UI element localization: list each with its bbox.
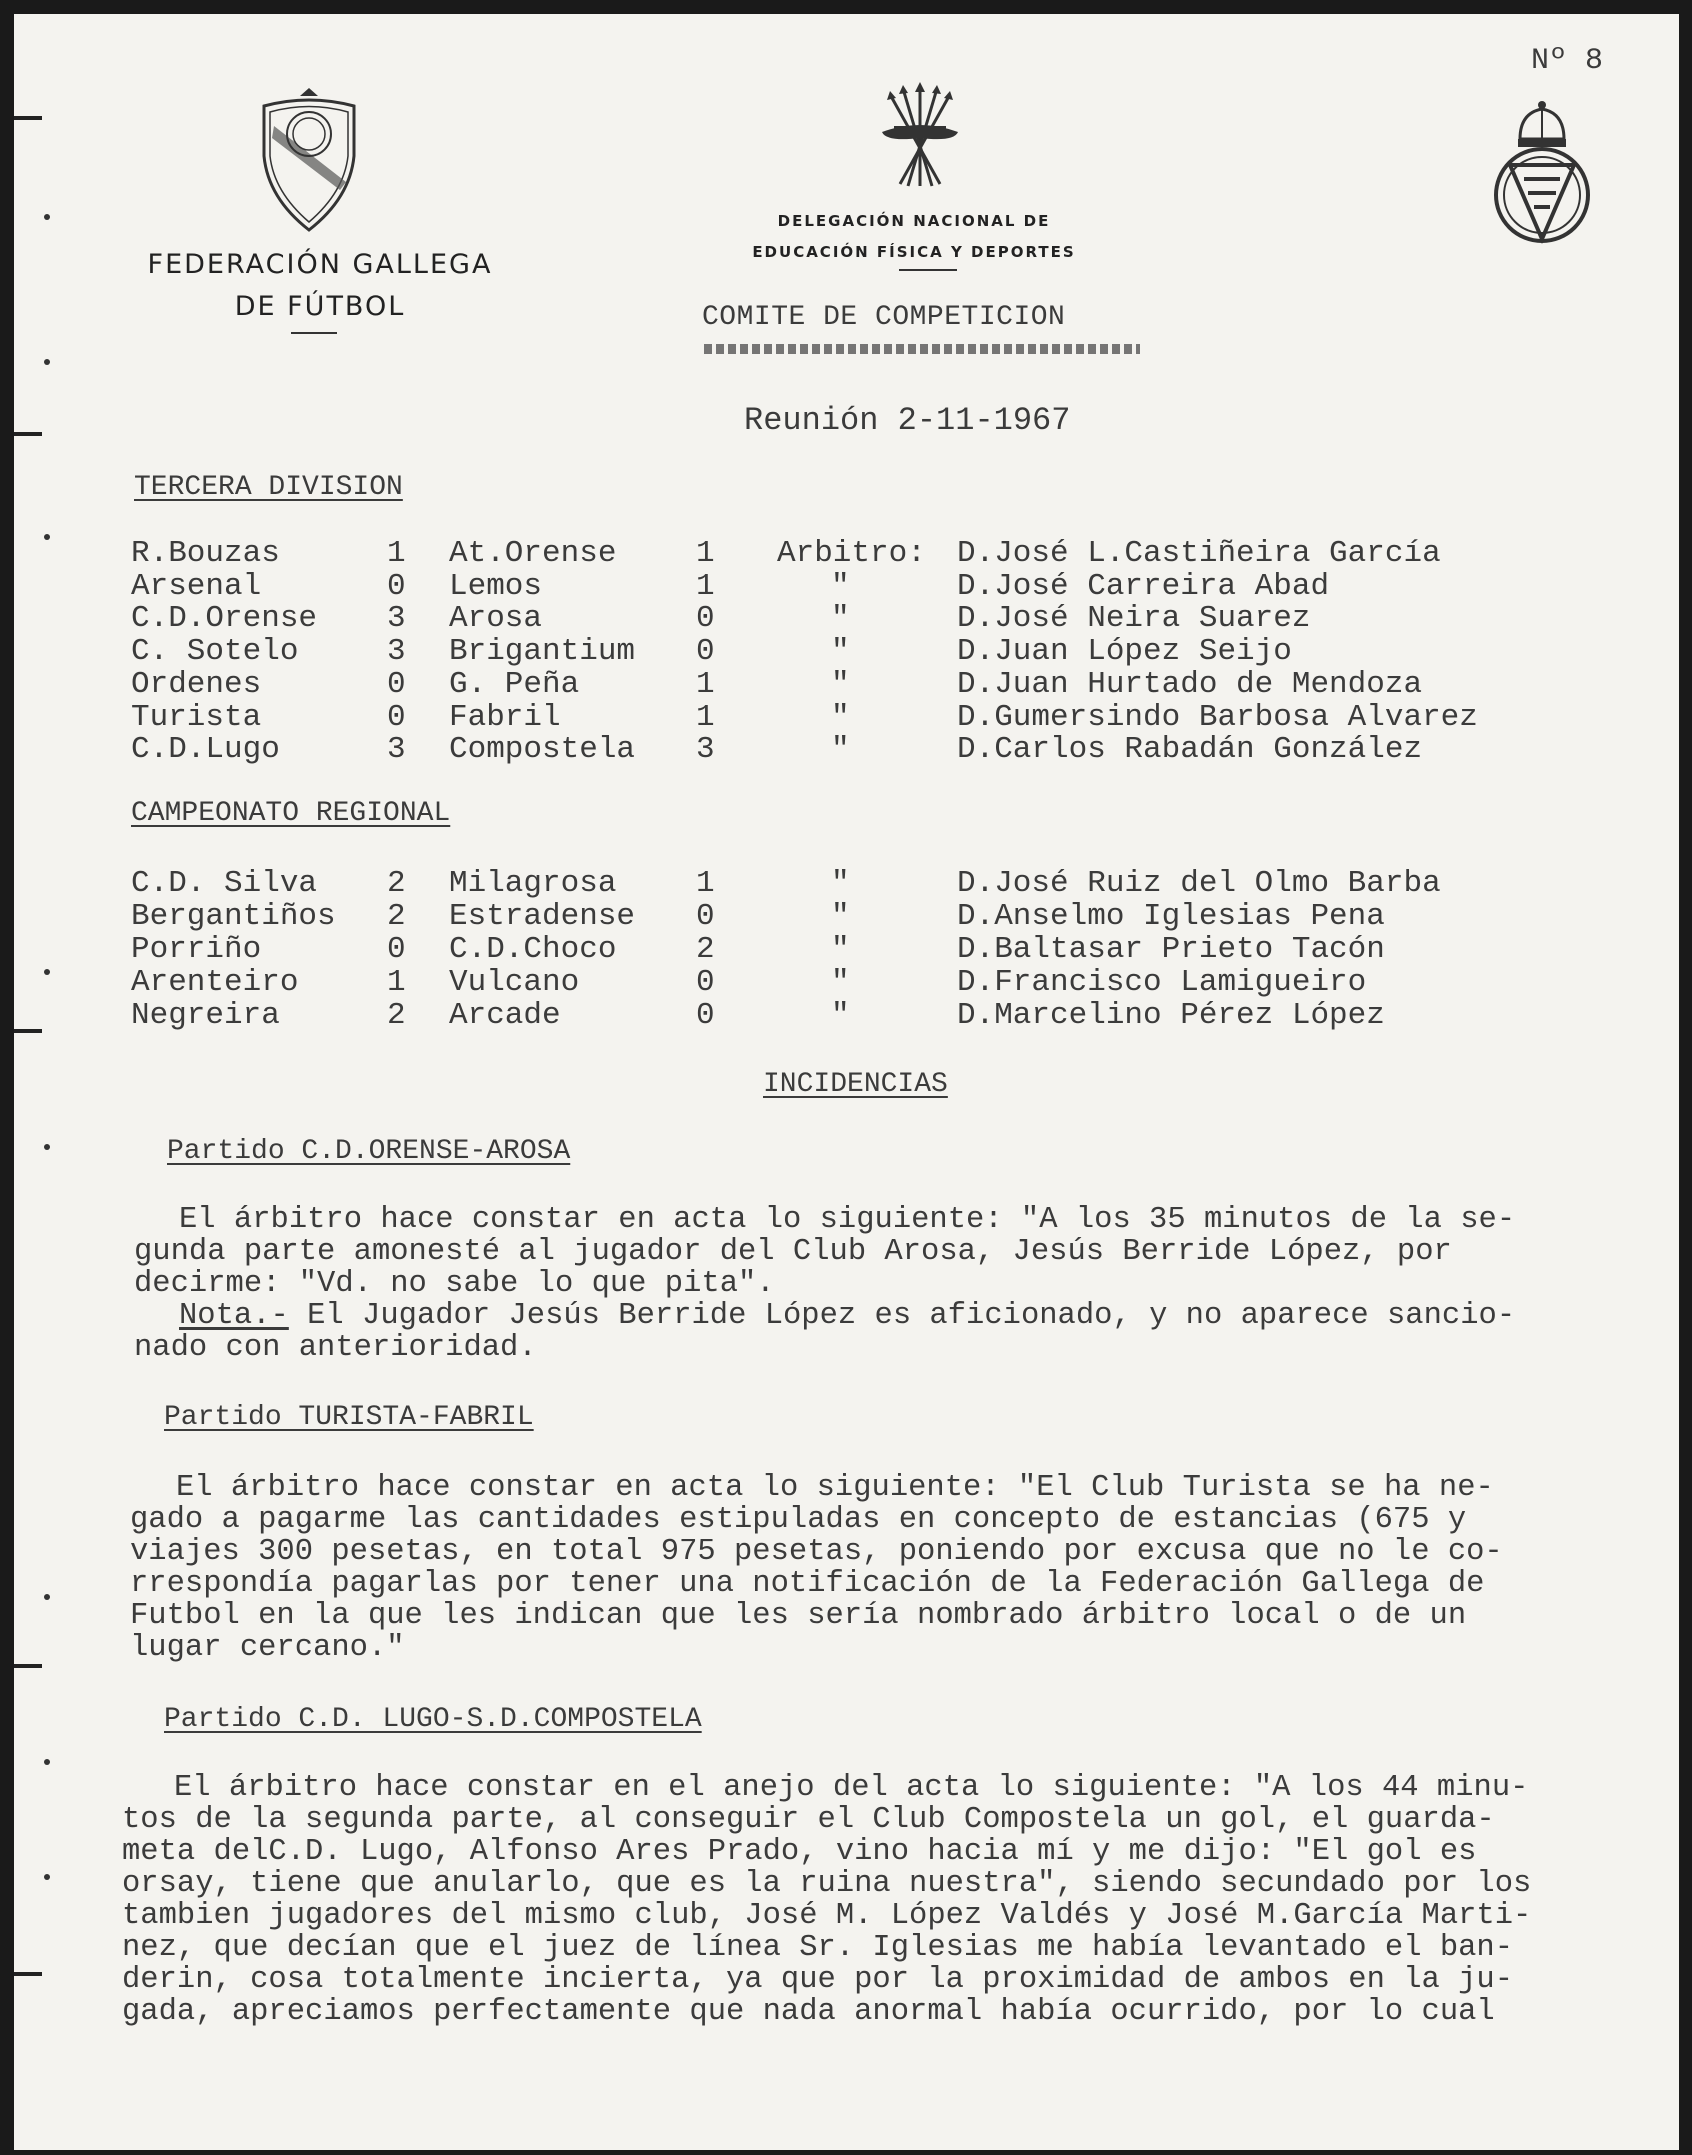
delegacion-name-line2: EDUCACIÓN FÍSICA Y DEPORTES: [752, 243, 1076, 261]
federacion-name-line1: FEDERACIÓN GALLEGA: [147, 249, 493, 280]
cell-home: R.Bouzas: [131, 536, 280, 571]
text-line: lugar cercano.": [130, 1631, 405, 1665]
cell-sep: ": [831, 568, 850, 604]
cell-ref: D.José L.Castiñeira García: [957, 536, 1441, 571]
cell-home: Ordenes: [131, 666, 262, 702]
text-line: orsay, tiene que anularlo, que es la ruina nuestra", siendo secundado por los: [122, 1867, 1532, 1901]
cell-as: 0: [696, 601, 715, 637]
delegacion-name: [704, 206, 1124, 268]
punch-mark: [44, 359, 50, 365]
cell-sep: ": [831, 666, 850, 702]
cell-hs: 0: [387, 568, 406, 604]
incident-title-turista-fabril: Partido TURISTA-FABRIL: [164, 1402, 534, 1433]
text-line: tambien jugadores del mismo club, José M. López Valdés y José M.García Marti-: [122, 1899, 1532, 1933]
cell-ref: D.José Ruiz del Olmo Barba: [957, 866, 1441, 901]
cell-sep: ": [831, 601, 850, 637]
cell-away: Lemos: [449, 568, 543, 604]
federacion-shield-icon: [260, 86, 358, 239]
page-number: Nº 8: [1531, 44, 1604, 78]
cell-sep: ": [831, 965, 850, 1000]
text-line: derin, cosa totalmente incierta, ya que por la proximidad de ambos en la ju-: [122, 1963, 1514, 1997]
cell-home: Arsenal: [131, 568, 262, 604]
cell-away: Estradense: [449, 899, 636, 934]
cell-ref: D.Marcelino Pérez López: [957, 998, 1385, 1033]
text-line: viajes 300 pesetas, en total 975 pesetas, poniendo por excusa que no le co-: [130, 1535, 1503, 1569]
delegacion-rule: [899, 269, 957, 271]
cell-as: 3: [696, 732, 715, 768]
document-page: [14, 14, 1679, 2150]
text-line: El Jugador Jesús Berride López es aficionado, y no aparece sancio-: [288, 1299, 1516, 1333]
cell-as: 1: [696, 699, 715, 735]
comite-title: COMITE DE COMPETICION: [702, 302, 1066, 333]
incident-title-orense-arosa: Partido C.D.ORENSE-AROSA: [167, 1136, 571, 1167]
cell-ref: D.Carlos Rabadán González: [957, 732, 1423, 768]
cell-away: G. Peña: [449, 666, 580, 702]
cell-home: Bergantiños: [131, 899, 336, 934]
cell-away: Vulcano: [449, 965, 580, 1000]
cell-ref: D.Francisco Lamigueiro: [957, 965, 1367, 1000]
federacion-name-line2: DE FÚTBOL: [234, 291, 406, 322]
cell-as: 0: [696, 634, 715, 670]
cell-as: 1: [696, 536, 715, 571]
cell-ref: D.José Neira Suarez: [957, 601, 1311, 637]
text-line: Futbol en la que les indican que les sería nombrado árbitro local o de un: [130, 1599, 1467, 1633]
cell-as: 0: [696, 965, 715, 1000]
cell-ref: D.Juan López Seijo: [957, 634, 1292, 670]
cell-sep: ": [831, 998, 850, 1033]
text-line: nez, que decían que el juez de línea Sr. Iglesias me había levantado el ban-: [122, 1931, 1514, 1965]
cell-hs: 2: [387, 998, 406, 1033]
binding-mark: [14, 432, 42, 436]
cell-hs: 2: [387, 866, 406, 901]
text-line: El árbitro hace constar en el anejo del acta lo siguiente: "A los 44 minu-: [174, 1771, 1529, 1805]
punch-mark: [44, 534, 50, 540]
tercera-division-heading: TERCERA DIVISION: [134, 472, 403, 503]
cell-hs: 0: [387, 666, 406, 702]
cell-as: 0: [696, 998, 715, 1033]
nota-label: Nota.-: [179, 1299, 289, 1333]
cell-home: C.D. Silva: [131, 866, 318, 901]
punch-mark: [44, 1759, 50, 1765]
federacion-rule: [291, 332, 337, 334]
arbitro-label: Arbitro:: [777, 536, 926, 571]
binding-mark: [14, 1029, 42, 1033]
incident-title-lugo-compostela: Partido C.D. LUGO-S.D.COMPOSTELA: [164, 1704, 702, 1735]
text-line: nado con anterioridad.: [134, 1331, 537, 1365]
binding-mark: [14, 1664, 42, 1668]
cell-hs: 3: [387, 634, 406, 670]
text-line: rrespondía pagarlas por tener una notificación de la Federación Gallega de: [130, 1567, 1485, 1601]
cell-home: C. Sotelo: [131, 634, 299, 670]
cell-ref: D.Anselmo Iglesias Pena: [957, 899, 1385, 934]
text-line: El árbitro hace constar en acta lo siguiente: "El Club Turista se ha ne-: [176, 1471, 1494, 1505]
cell-home: C.D.Lugo: [131, 732, 280, 768]
federacion-name: [110, 244, 530, 328]
cell-home: Turista: [131, 699, 262, 735]
cell-away: Brigantium: [449, 634, 636, 670]
text-line: meta delC.D. Lugo, Alfonso Ares Prado, vino hacia mí y me dijo: "El gol es: [122, 1835, 1477, 1869]
cell-away: Fabril: [449, 699, 561, 735]
incident-text-lugo-compostela: [122, 1772, 1662, 2028]
cell-hs: 3: [387, 601, 406, 637]
crown-crest-icon: [1490, 99, 1594, 254]
cell-away: C.D.Choco: [449, 932, 617, 967]
cell-away: Milagrosa: [449, 866, 617, 901]
cell-home: Negreira: [131, 998, 280, 1033]
campeonato-regional-heading: CAMPEONATO REGIONAL: [131, 798, 451, 829]
punch-mark: [44, 1874, 50, 1880]
text-line: tos de la segunda parte, al conseguir el Club Compostela un gol, el guarda-: [122, 1803, 1495, 1837]
text-line: gado a pagarme las cantidades estipuladas en concepto de estancias (675 y: [130, 1503, 1467, 1537]
cell-hs: 0: [387, 932, 406, 967]
cell-as: 0: [696, 899, 715, 934]
cell-sep: ": [831, 866, 850, 901]
cell-sep: ": [831, 634, 850, 670]
binding-mark: [14, 116, 42, 120]
cell-away: At.Orense: [449, 536, 617, 571]
cell-home: Porriño: [131, 932, 262, 967]
cell-away: Compostela: [449, 732, 636, 768]
text-line: El árbitro hace constar en acta lo siguiente: "A los 35 minutos de la se-: [179, 1203, 1516, 1237]
text-line: gada, apreciamos perfectamente que nada anormal había ocurrido, por lo cual: [122, 1995, 1495, 2029]
incident-text-orense-arosa: [134, 1204, 1674, 1364]
cell-ref: D.José Carreira Abad: [957, 568, 1330, 604]
cell-ref: D.Gumersindo Barbosa Alvarez: [957, 699, 1478, 735]
reunion-date: Reunión 2-11-1967: [744, 402, 1071, 439]
cell-hs: 0: [387, 699, 406, 735]
cell-sep: ": [831, 699, 850, 735]
punch-mark: [44, 214, 50, 220]
cell-as: 1: [696, 866, 715, 901]
incidencias-heading: INCIDENCIAS: [763, 1069, 948, 1100]
text-line: decirme: "Vd. no sabe lo que pita".: [134, 1267, 775, 1301]
incident-text-turista-fabril: [130, 1472, 1670, 1664]
cell-away: Arcade: [449, 998, 561, 1033]
text-line: gunda parte amonesté al jugador del Club Arosa, Jesús Berride López, por: [134, 1235, 1452, 1269]
delegacion-name-line1: DELEGACIÓN NACIONAL DE: [777, 212, 1051, 230]
cell-home: Arenteiro: [131, 965, 299, 1000]
cell-hs: 1: [387, 536, 406, 571]
cell-ref: D.Baltasar Prieto Tacón: [957, 932, 1385, 967]
cell-as: 1: [696, 568, 715, 604]
comite-double-rule: [704, 344, 1140, 354]
cell-home: C.D.Orense: [131, 601, 318, 637]
cell-as: 1: [696, 666, 715, 702]
binding-mark: [14, 1972, 42, 1976]
cell-hs: 2: [387, 899, 406, 934]
punch-mark: [44, 969, 50, 975]
cell-as: 2: [696, 932, 715, 967]
cell-sep: ": [831, 932, 850, 967]
punch-mark: [44, 1144, 50, 1150]
cell-hs: 3: [387, 732, 406, 768]
cell-away: Arosa: [449, 601, 543, 637]
cell-hs: 1: [387, 965, 406, 1000]
cell-sep: ": [831, 732, 850, 768]
punch-mark: [44, 1594, 50, 1600]
yoke-arrows-emblem-icon: [874, 82, 966, 199]
cell-sep: ": [831, 899, 850, 934]
cell-ref: D.Juan Hurtado de Mendoza: [957, 666, 1423, 702]
